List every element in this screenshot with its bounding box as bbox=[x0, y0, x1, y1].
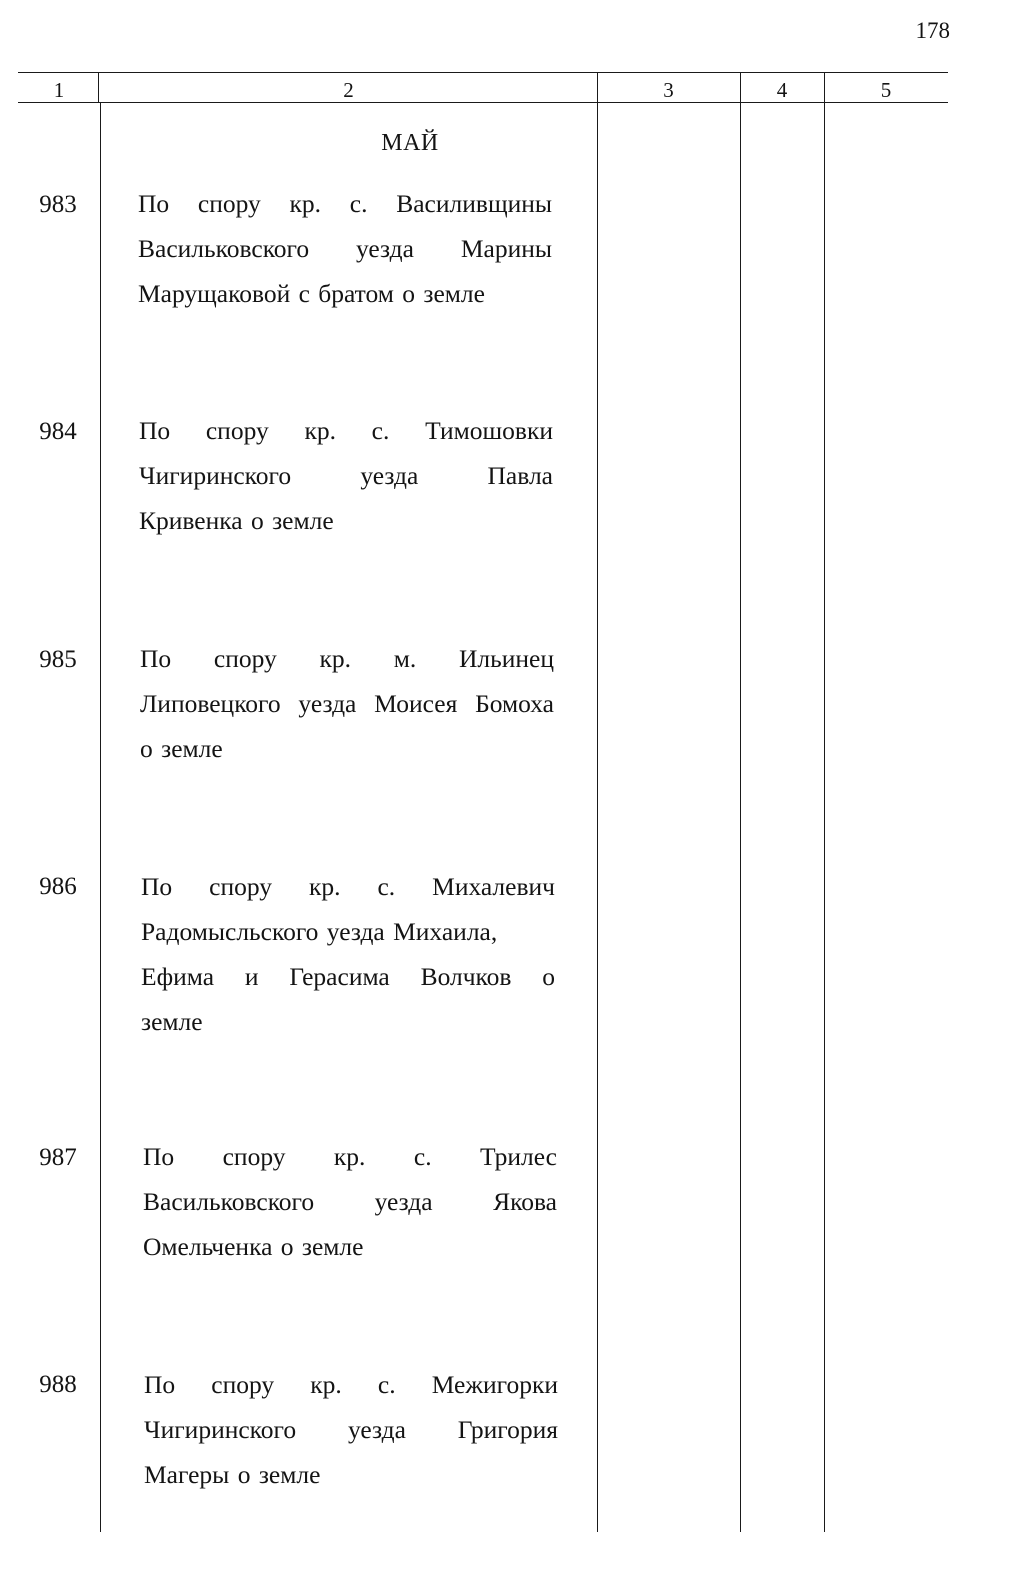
column-header-2: 2 bbox=[343, 78, 354, 102]
column-header-3: 3 bbox=[663, 78, 674, 102]
entry-description bbox=[143, 1134, 557, 1269]
col-divider-3 bbox=[740, 72, 741, 1532]
entry-line: По спору кр. с. Трилес bbox=[143, 1142, 557, 1171]
entry-line: земле bbox=[141, 1007, 203, 1036]
entry-description bbox=[144, 1362, 558, 1497]
entry-line: Кривенка о земле bbox=[139, 506, 334, 535]
entry-line: Васильковского уезда Якова bbox=[143, 1187, 557, 1216]
col-divider-2 bbox=[597, 72, 598, 1532]
entry-line: Ефима и Герасима Волчков о bbox=[141, 962, 555, 991]
entry-line: Чигиринского уезда Павла bbox=[139, 461, 553, 490]
entry-number: 984 bbox=[39, 418, 77, 445]
entry-line: Васильковского уезда Марины bbox=[138, 234, 552, 263]
entry-line: По спору кр. с. Тимошовки bbox=[139, 416, 553, 445]
entry-description bbox=[140, 636, 554, 771]
entry-line: о земле bbox=[140, 734, 223, 763]
month-heading: МАЙ bbox=[381, 130, 439, 156]
entry-line: Марущаковой с братом о земле bbox=[138, 279, 485, 308]
entry-description bbox=[139, 408, 553, 543]
entry-line: По спору кр. с. Михалевич bbox=[141, 872, 555, 901]
entry-line: Липовецкого уезда Моисея Бомоха bbox=[140, 689, 554, 718]
column-header-4: 4 bbox=[776, 78, 788, 102]
column-header-1: 1 bbox=[53, 78, 65, 102]
header-top-rule bbox=[18, 72, 948, 73]
entry-number: 987 bbox=[39, 1144, 77, 1171]
entry-line: Радомысльского уезда Михаила, bbox=[141, 917, 498, 946]
entry-line: Магеры о земле bbox=[144, 1460, 321, 1489]
column-header-5: 5 bbox=[880, 78, 892, 102]
col-divider-4 bbox=[824, 72, 825, 1532]
col-divider-1-head bbox=[98, 72, 99, 102]
entry-line: Омельченка о земле bbox=[143, 1232, 364, 1261]
entry-line: По спору кр. м. Ильинец bbox=[140, 644, 554, 673]
entry-number: 985 bbox=[39, 646, 77, 673]
entry-description bbox=[138, 181, 552, 316]
page-number: 178 bbox=[915, 18, 950, 43]
entry-description bbox=[141, 864, 555, 1044]
entry-line: По спору кр. с. Межигорки bbox=[144, 1370, 558, 1399]
entry-number: 986 bbox=[39, 873, 77, 900]
entry-number: 983 bbox=[39, 191, 77, 218]
col-divider-1 bbox=[100, 102, 101, 1532]
entry-line: По спору кр. с. Василивщины bbox=[138, 189, 552, 218]
entry-number: 988 bbox=[39, 1371, 77, 1398]
entry-line: Чигиринского уезда Григория bbox=[144, 1415, 558, 1444]
